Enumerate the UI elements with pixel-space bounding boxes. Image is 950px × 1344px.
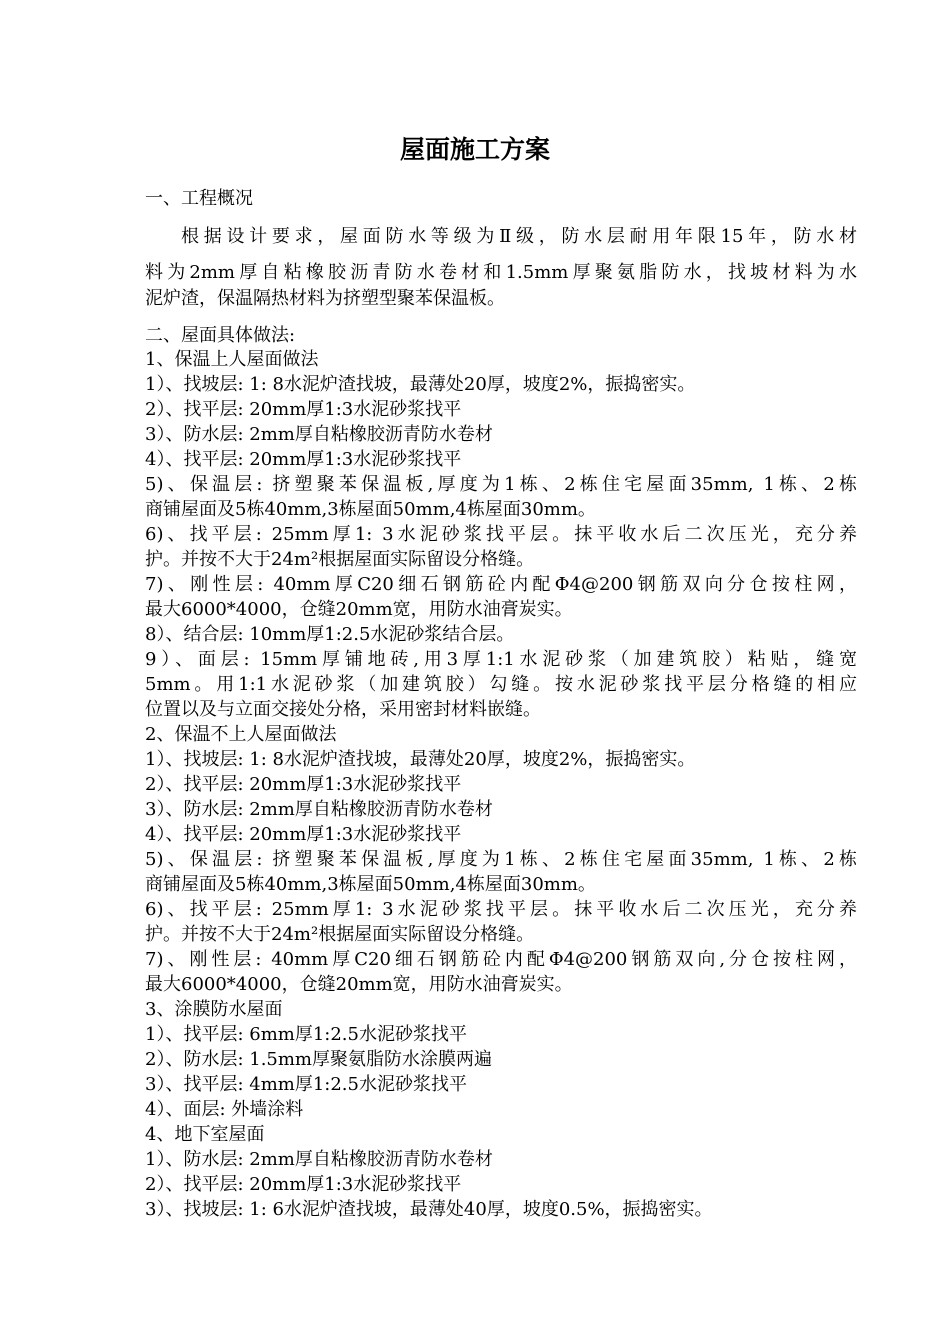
list-item: 4）、找平层: 20mm厚1:3水泥砂浆找平	[145, 824, 462, 845]
list-item: 2）、防水层: 1.5mm厚聚氨脂防水涂膜两遍	[145, 1049, 492, 1070]
list-item: 2）、找平层: 20mm厚1:3水泥砂浆找平	[145, 1174, 462, 1195]
list-item: 2）、找平层: 20mm厚1:3水泥砂浆找平	[145, 399, 462, 420]
list-item: 8）、结合层: 10mm厚1:2.5水泥砂浆结合层。	[145, 624, 515, 645]
subsection-heading: 1、保温上人屋面做法	[145, 349, 319, 370]
paragraph-line: 料为2mm厚自粘橡胶沥青防水卷材和1.5mm厚聚氨脂防水，找坡材料为水	[145, 262, 857, 283]
list-item: 1）、找平层: 6mm厚1:2.5水泥砂浆找平	[145, 1024, 467, 1045]
list-item: 9）、面层: 15mm厚铺地砖,用3厚1:1水泥砂浆（加建筑胶）粘贴，缝宽	[145, 649, 857, 670]
list-item: 护。并按不大于24m²根据屋面实际留设分格缝。	[145, 924, 535, 945]
list-item: 4）、找平层: 20mm厚1:3水泥砂浆找平	[145, 449, 462, 470]
list-item: 1）、找坡层: 1: 8水泥炉渣找坡，最薄处20厚，坡度2%，振捣密实。	[145, 374, 696, 395]
list-item: 位置以及与立面交接处分格，采用密封材料嵌缝。	[145, 699, 541, 720]
list-item: 3）、找平层: 4mm厚1:2.5水泥砂浆找平	[145, 1074, 467, 1095]
section-heading: 一、工程概况	[145, 188, 253, 209]
subsection-heading: 2、保温不上人屋面做法	[145, 724, 337, 745]
list-item: 最大6000*4000，仓缝20mm宽，用防水油膏炭实。	[145, 599, 573, 620]
list-item: 最大6000*4000，仓缝20mm宽，用防水油膏炭实。	[145, 974, 573, 995]
list-item: 2）、找平层: 20mm厚1:3水泥砂浆找平	[145, 774, 462, 795]
list-item: 5mm。用1:1水泥砂浆（加建筑胶）勾缝。按水泥砂浆找平层分格缝的相应	[145, 674, 857, 695]
paragraph-line: 泥炉渣，保温隔热材料为挤塑型聚苯保温板。	[145, 288, 505, 309]
list-item: 7)、刚性层: 40mm厚C20细石钢筋砼内配Φ4@200钢筋双向分仓按柱网，	[145, 574, 857, 595]
subsection-heading: 3、涂膜防水屋面	[145, 999, 283, 1020]
list-item: 5)、保温层: 挤塑聚苯保温板,厚度为1栋、2栋住宅屋面35mm, 1栋、2栋	[145, 474, 857, 495]
list-item: 4）、面层: 外墙涂料	[145, 1099, 304, 1120]
list-item: 商铺屋面及5栋40mm,3栋屋面50mm,4栋屋面30mm。	[145, 874, 596, 895]
paragraph-line: 根据设计要求，屋面防水等级为Ⅱ级，防水层耐用年限15年，防水材	[181, 226, 857, 247]
list-item: 护。并按不大于24m²根据屋面实际留设分格缝。	[145, 549, 535, 570]
list-item: 3）、防水层: 2mm厚自粘橡胶沥青防水卷材	[145, 799, 493, 820]
list-item: 7)、刚性层: 40mm厚C20细石钢筋砼内配Φ4@200钢筋双向,分仓按柱网，	[145, 949, 857, 970]
list-item: 3）、防水层: 2mm厚自粘橡胶沥青防水卷材	[145, 424, 493, 445]
list-item: 1）、找坡层: 1: 8水泥炉渣找坡，最薄处20厚，坡度2%，振捣密实。	[145, 749, 696, 770]
document-title: 屋面施工方案	[399, 135, 550, 164]
list-item: 3）、找坡层: 1: 6水泥炉渣找坡，最薄处40厚，坡度0.5%，振捣密实。	[145, 1199, 713, 1220]
section-heading: 二、屋面具体做法:	[145, 325, 296, 346]
list-item: 6)、找平层: 25mm厚1: 3水泥砂浆找平层。抹平收水后二次压光，充分养	[145, 524, 857, 545]
list-item: 5)、保温层: 挤塑聚苯保温板,厚度为1栋、2栋住宅屋面35mm, 1栋、2栋	[145, 849, 857, 870]
list-item: 6)、找平层: 25mm厚1: 3水泥砂浆找平层。抹平收水后二次压光，充分养	[145, 899, 857, 920]
list-item: 商铺屋面及5栋40mm,3栋屋面50mm,4栋屋面30mm。	[145, 499, 596, 520]
subsection-heading: 4、地下室屋面	[145, 1124, 265, 1145]
list-item: 1）、防水层: 2mm厚自粘橡胶沥青防水卷材	[145, 1149, 493, 1170]
